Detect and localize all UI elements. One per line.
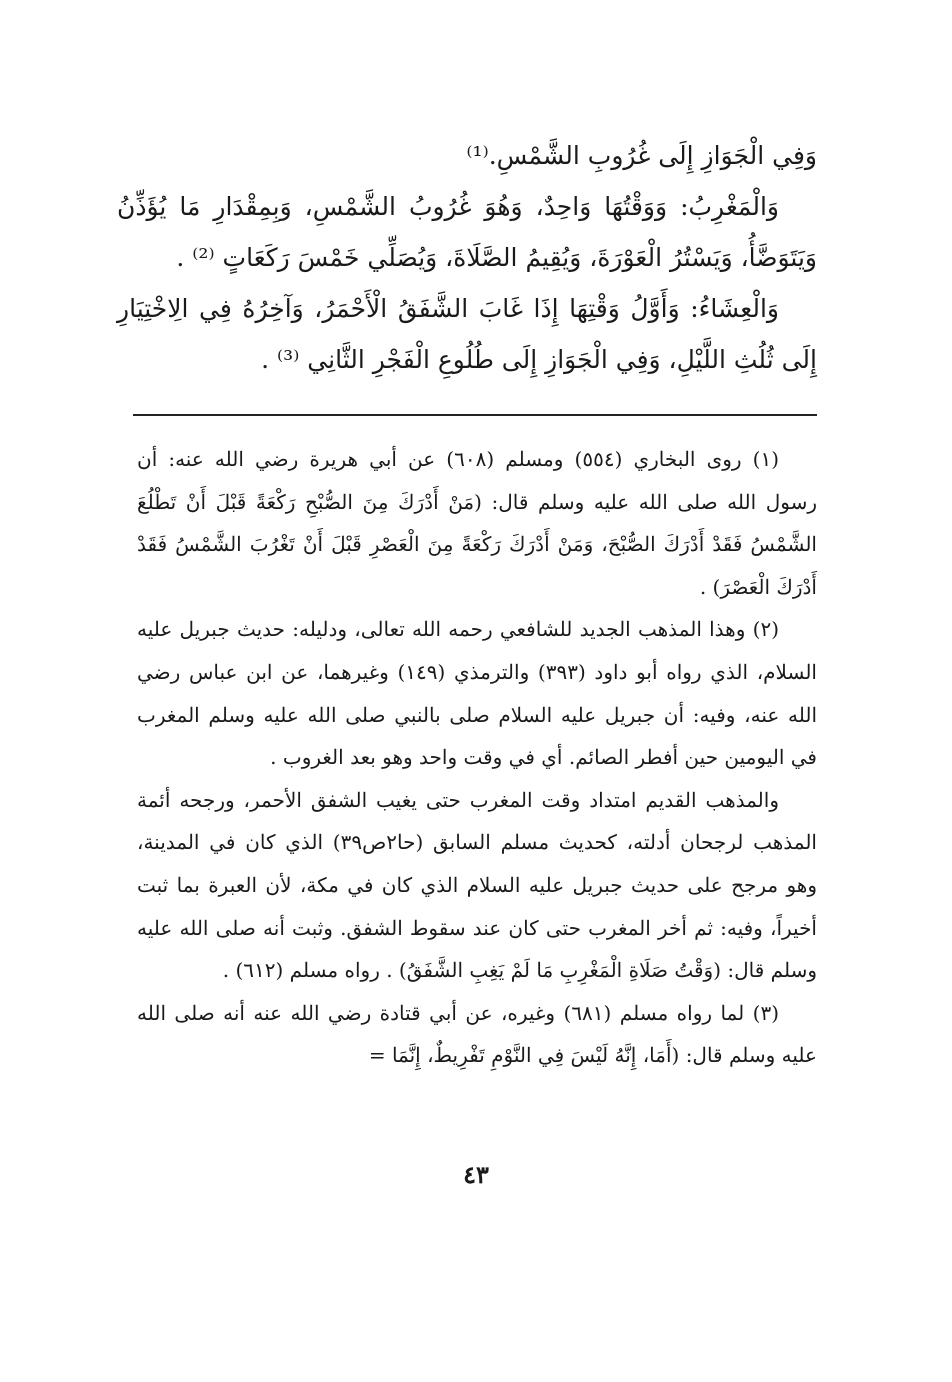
footnote-3: (٣) لما رواه مسلم (٦٨١) وغيره، عن أبي قتادة رضي الله عنه أنه صلى الله عليه وسلم قال: (أَمَا، إِنَّهُ لَيْسَ فِي النَّوْمِ تَفْرِيطٌ، إِنَّمَا = bbox=[137, 1000, 817, 1068]
main-text bbox=[117, 130, 817, 385]
main-paragraph-3: وَالْعِشَاءُ: وَأَوَّلُ وَقْتِهَا إِذَا غَابَ الشَّفَقُ الْأَحْمَرُ، وَآخِرُهُ فِي الِاخْتِيَارِ إِلَى ثُلُثِ اللَّيْلِ، وَفِي الْجَوَازِ إِلَى طُلُوعِ الْفَجْرِ الثَّانِي ⁽³⁾ . bbox=[117, 294, 817, 374]
main-paragraph-2: وَالْمَغْرِبُ: وَوَقْتُهَا وَاحِدٌ، وَهُوَ غُرُوبُ الشَّمْسِ، وَبِمِقْدَارِ مَا يُؤَذِّنُ وَيَتَوَضَّأُ، وَيَسْتُرُ الْعَوْرَةَ، وَيُقِيمُ الصَّلَاةَ، وَيُصَلِّي خَمْسَ رَكَعَاتٍ ⁽²⁾ . bbox=[117, 192, 817, 272]
page-number: ٤٣ bbox=[463, 1160, 489, 1189]
main-paragraph-1: وَفِي الْجَوَازِ إِلَى غُرُوبِ الشَّمْسِ.⁽¹⁾ bbox=[466, 141, 817, 170]
footnote-2-continued: والمذهب القديم امتداد وقت المغرب حتى يغيب الشفق الأحمر، ورجحه أئمة المذهب لرجحان أدلته، كحديث مسلم السابق (حا٢ص٣٩) الذي كان في المدينة، وهو مرجح على حديث جبريل عليه السلام الذي كان في مكة، لأن العبرة بما ثبت أخيراً، وفيه: ثم أخر المغرب حتى كان عند سقوط الشفق. وثبت أنه صلى الله عليه وسلم قال: (وَقْتُ صَلَاةِ الْمَغْرِبِ مَا لَمْ يَغِبِ الشَّفَقُ) . رواه مسلم (٦١٢) . bbox=[137, 787, 817, 983]
footnote-separator bbox=[133, 414, 817, 416]
footnotes bbox=[137, 438, 817, 1077]
footnote-2: (٢) وهذا المذهب الجديد للشافعي رحمه الله تعالى، ودليله: حديث جبريل عليه السلام، الذي رواه أبو داود (٣٩٣) والترمذي (١٤٩) وغيرهما، عن ابن عباس رضي الله عنه، وفيه: أن جبريل عليه السلام صلى بالنبي صلى الله عليه وسلم المغرب في اليومين حين أفطر الصائم. أي في وقت واحد وهو بعد الغروب . bbox=[137, 617, 817, 770]
footnote-1: (١) روى البخاري (٥٥٤) ومسلم (٦٠٨) عن أبي هريرة رضي الله عنه: أن رسول الله صلى الله عليه وسلم قال: (مَنْ أَدْرَكَ مِنَ الصُّبْحِ رَكْعَةً قَبْلَ أَنْ تَطْلُعَ الشَّمْسُ فَقَدْ أَدْرَكَ الصُّبْحَ، وَمَنْ أَدْرَكَ رَكْعَةً مِنَ الْعَصْرِ قَبْلَ أَنْ تَغْرُبَ الشَّمْسُ فَقَدْ أَدْرَكَ الْعَصْرَ) . bbox=[137, 447, 817, 599]
